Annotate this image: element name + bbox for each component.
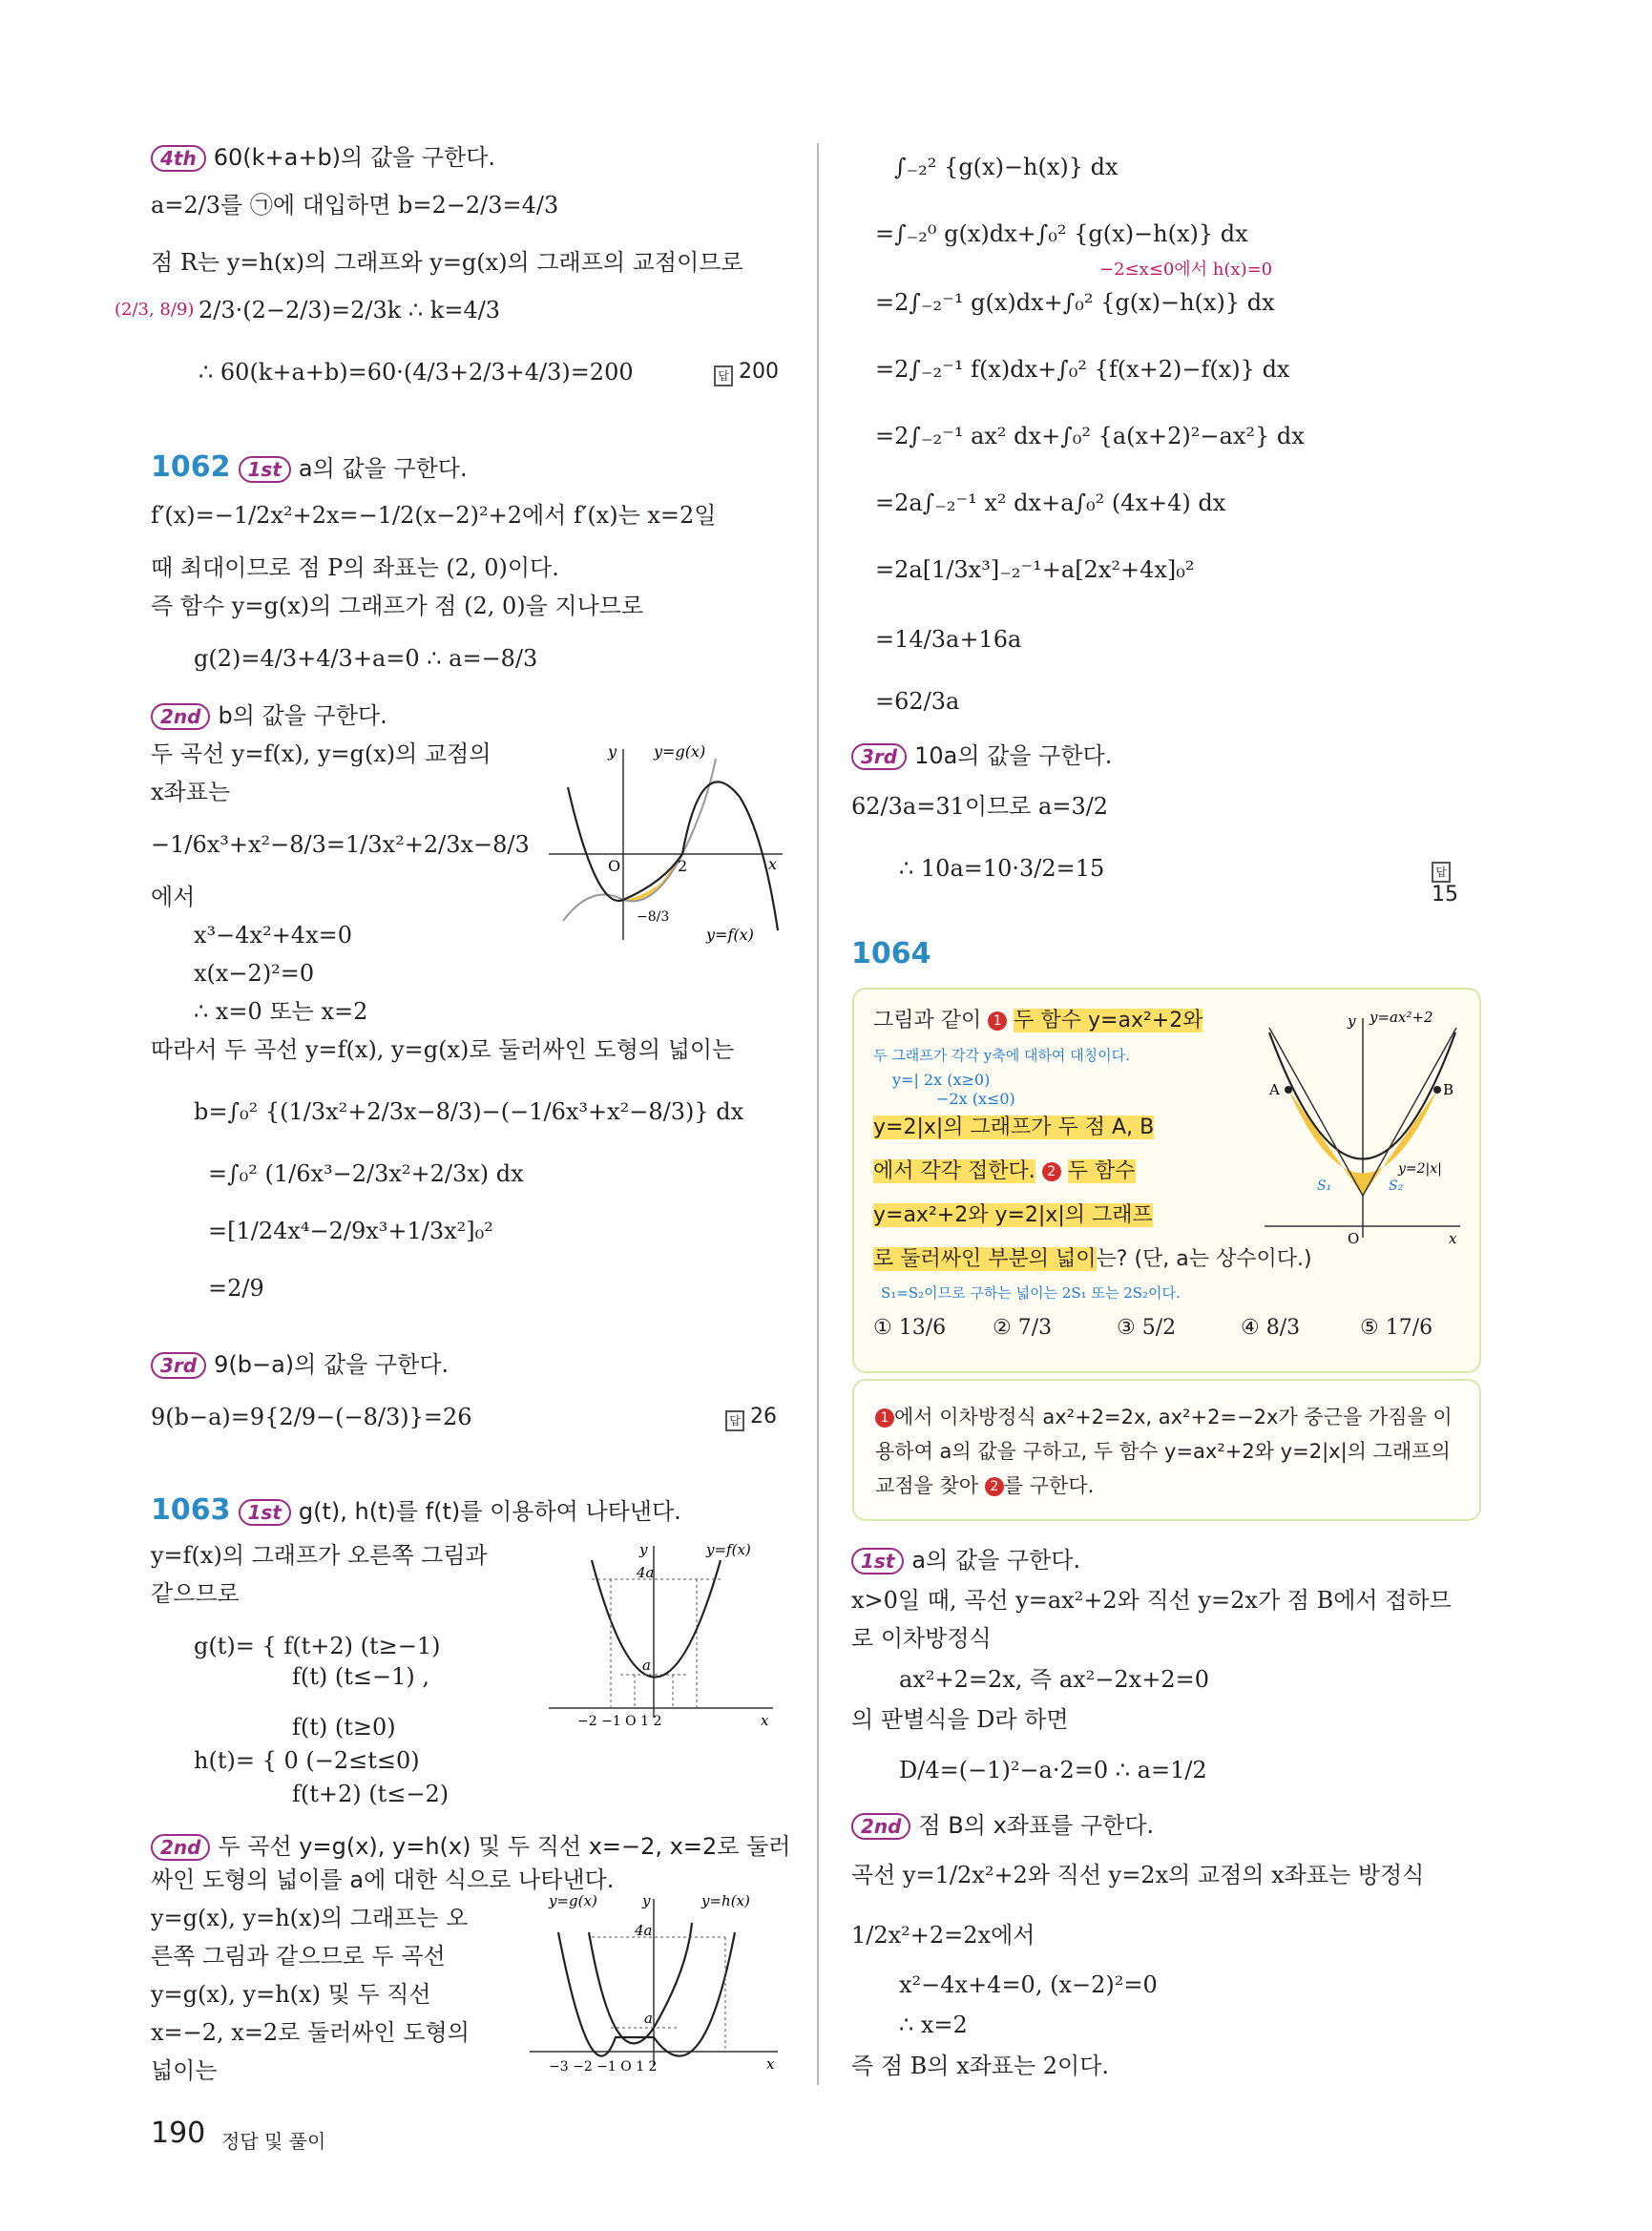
step-title: 9(b−a)의 값을 구한다. [214, 1351, 450, 1378]
step-badge: 2nd [151, 1834, 210, 1861]
curve-label: y=f(x) [706, 1541, 751, 1558]
text-line: 넓이는 [151, 2057, 218, 2084]
step-title: a의 값을 구한다. [911, 1547, 1081, 1574]
step-badge: 4th [151, 145, 206, 172]
answer-icon: 답 [1432, 862, 1451, 883]
page-number: 190 [151, 2116, 206, 2150]
step-3rd-line [851, 741, 1112, 770]
problem-number: 1064 [851, 937, 931, 970]
answer-mark: 답 26 [725, 1405, 777, 1431]
step-badge: 1st [851, 1548, 904, 1574]
step-badge: 3rd [151, 1352, 206, 1379]
graph-1063-gh [530, 1894, 783, 2085]
text-line: 두 곡선 y=f(x), y=g(x)의 교점의 [151, 740, 491, 767]
text-line: 2/3·(2−2/3)=2/3k ∴ k=4/3 [199, 297, 501, 323]
text-line: D/4=(−1)²−a·2=0 ∴ a=1/2 [899, 1757, 1207, 1783]
text-line: f′(x)=−1/2x²+2x=−1/2(x−2)²+2에서 f′(x)는 x=2일 [151, 502, 717, 529]
highlight-text: y=2|x|의 그래프가 두 점 A, B [873, 1116, 1155, 1139]
marker-2-icon: 2 [985, 1477, 1004, 1496]
step-title-cont: 싸인 도형의 넓이를 a에 대한 식으로 나타낸다. [151, 1866, 615, 1893]
problem-heading [151, 1493, 681, 1527]
choice-2[interactable]: ② 7/3 [993, 1316, 1053, 1340]
graph-1062 [549, 740, 787, 949]
card-line [873, 1201, 1153, 1230]
text-line: y=f(x)의 그래프가 오른쪽 그림과 [151, 1542, 488, 1569]
math-line: =[1/24x⁴−2/9x³+1/3x²]₀² [208, 1218, 493, 1244]
curve-h [558, 1932, 735, 2056]
text-line: x>0일 때, 곡선 y=ax²+2와 직선 y=2x가 점 B에서 접하므 [851, 1587, 1452, 1614]
text-line: a=2/3를 ㉠에 대입하면 b=2−2/3=4/3 [151, 192, 559, 219]
problem-heading [151, 450, 468, 484]
text-line: 1/2x²+2=2x에서 [851, 1922, 1035, 1949]
origin-label: O [1348, 1230, 1360, 1247]
origin-label: O [608, 857, 621, 875]
step-title: g(t), h(t)를 f(t)를 이용하여 나타낸다. [298, 1498, 681, 1525]
step-badge: 2nd [851, 1813, 910, 1840]
math-line: b=∫₀² {(1/3x²+2/3x−8/3)−(−1/6x³+x²−8/3)} dx [194, 1098, 744, 1125]
highlight-text: y=ax²+2와 y=2|x|의 그래프 [873, 1203, 1153, 1227]
text-line: 른쪽 그림과 같으므로 두 곡선 [151, 1943, 446, 1970]
math-line: =2a∫₋₂⁻¹ x² dx+a∫₀² (4x+4) dx [875, 490, 1226, 516]
card-note: y=| 2x (x≥0) [892, 1071, 991, 1089]
curve-label: y=h(x) [701, 1894, 750, 1909]
problem-number: 1063 [151, 1493, 231, 1527]
curve-label: y=ax²+2 [1370, 1009, 1433, 1026]
page-label: 정답 및 풀이 [221, 2130, 326, 2153]
step-2nd-line [151, 701, 387, 730]
hint-tail: 를 구한다. [1003, 1474, 1095, 1497]
tick-label: a [642, 1657, 651, 1674]
text-line: y=g(x), y=h(x) 및 두 직선 [151, 1981, 431, 2008]
margin-note: (2/3, 8/9) [115, 300, 195, 320]
axis-label: y [608, 742, 617, 761]
axis-label: x [766, 2055, 775, 2073]
text-line: g(2)=4/3+4/3+a=0 ∴ a=−8/3 [194, 645, 538, 672]
highlight-text: 두 함수 [1067, 1159, 1136, 1183]
math-line: =2/9 [208, 1275, 264, 1302]
text-line: ∴ x=0 또는 x=2 [194, 998, 368, 1025]
text-line: 즉 함수 y=g(x)의 그래프가 점 (2, 0)을 지나므로 [151, 593, 644, 619]
step-title: 10a의 값을 구한다. [914, 742, 1113, 769]
point-a [1285, 1086, 1292, 1094]
tick-label: a [644, 2010, 653, 2027]
text-line: 로 이차방정식 [851, 1625, 992, 1652]
text-line: 에서 [151, 884, 196, 910]
step-3rd-line [151, 1350, 449, 1379]
line-left [1269, 1028, 1363, 1196]
step-title: a의 값을 구한다. [298, 455, 468, 482]
card-note: 두 그래프가 각각 y축에 대하여 대칭이다. [873, 1047, 1130, 1064]
curve-g [589, 1923, 692, 2043]
text-line: ∴ 60(k+a+b)=60·(4/3+2/3+4/3)=200 [199, 359, 634, 386]
axis-label: x [768, 855, 778, 873]
marker-1-icon: 1 [875, 1408, 894, 1428]
step-badge: 3rd [851, 743, 907, 770]
region-label: S₁ [1317, 1178, 1332, 1194]
math-line: =2a[1/3x³]₋₂⁻¹+a[2x²+4x]₀² [875, 556, 1195, 583]
tick-label: 4a [635, 1922, 653, 1939]
text-line: x(x−2)²=0 [194, 960, 315, 987]
curve-label: y=g(x) [654, 742, 706, 761]
math-line: g(t)= { f(t+2) (t≥−1) [194, 1633, 441, 1659]
math-line: =62/3a [875, 688, 960, 715]
hint-text [875, 1400, 1457, 1503]
text-line: ax²+2=2x, 즉 ax²−2x+2=0 [899, 1666, 1209, 1693]
text-line: y=g(x), y=h(x)의 그래프는 오 [151, 1905, 469, 1931]
text-line: 의 판별식을 D라 하면 [851, 1706, 1069, 1733]
step-4th-line [151, 143, 495, 172]
math-line: f(t) (t≤−1) , [292, 1663, 429, 1690]
card-text: 는? (단, a는 상수이다.) [1096, 1247, 1312, 1271]
choice-3[interactable]: ③ 5/2 [1117, 1316, 1177, 1340]
column-divider [817, 143, 819, 2085]
tick-label: −8/3 [637, 909, 670, 925]
tick-labels: −2 −1 O 1 2 [577, 1714, 662, 1729]
hint-body: 에서 이차방정식 ax²+2=2x, ax²+2=−2x가 중근을 가짐을 이용하여 a의 값을 구하고, 두 함수 y=ax²+2와 y=2|x|의 그래프의 교점을 찾아 [875, 1406, 1453, 1497]
math-line: ∫₋₂² {g(x)−h(x)} dx [894, 154, 1119, 180]
card-note: −2x (x≤0) [936, 1090, 1015, 1108]
answer-icon: 답 [714, 365, 733, 386]
step-badge: 1st [239, 456, 291, 483]
choice-5[interactable]: ⑤ 17/6 [1360, 1316, 1433, 1340]
graph-1064 [1260, 1009, 1465, 1252]
curve-f [568, 782, 778, 930]
highlight-text: 두 함수 y=ax²+2와 [1014, 1009, 1203, 1032]
tick-label: 4a [637, 1564, 655, 1581]
choice-4[interactable]: ④ 8/3 [1241, 1316, 1301, 1340]
marker-2-icon: 2 [1042, 1162, 1061, 1181]
step-title: 60(k+a+b)의 값을 구한다. [213, 144, 496, 171]
math-line: f(t) (t≥0) [292, 1714, 396, 1741]
answer-icon: 답 [725, 1410, 744, 1431]
answer-mark: 답 200 [714, 360, 779, 386]
choice-1[interactable]: ① 13/6 [873, 1316, 947, 1340]
problem-heading [851, 937, 939, 970]
card-note: S₁=S₂이므로 구하는 넓이는 2S₁ 또는 2S₂이다. [881, 1284, 1181, 1302]
text-line: x=−2, x=2로 둘러싸인 도형의 [151, 2019, 470, 2046]
curve-label: y=2|x| [1398, 1161, 1442, 1177]
math-line: =14/3a+16a [875, 626, 1022, 653]
step-badge: 2nd [151, 703, 210, 730]
step-2nd-line [151, 1832, 790, 1861]
math-line: =∫₋₂⁰ g(x)dx+∫₀² {g(x)−h(x)} dx [875, 220, 1248, 247]
text-line: 곡선 y=1/2x²+2와 직선 y=2x의 교점의 x좌표는 방정식 [851, 1862, 1425, 1888]
margin-note: −2≤x≤0에서 h(x)=0 [1099, 260, 1273, 280]
axis-label: y [642, 1894, 651, 1909]
problem-card-1064 [852, 988, 1481, 1373]
card-line [873, 1245, 1312, 1274]
text-line: x³−4x²+4x=0 [194, 922, 352, 949]
problem-number: 1062 [151, 450, 231, 484]
highlight-text: 로 둘러싸인 부분의 넓이 [873, 1247, 1097, 1271]
text-line: 같으므로 [151, 1580, 240, 1607]
text-line: 때 최대이므로 점 P의 좌표는 (2, 0)이다. [151, 554, 559, 581]
curve-label: y=f(x) [706, 926, 754, 944]
point-label: B [1443, 1081, 1454, 1098]
step-2nd-line [851, 1811, 1154, 1840]
math-line: h(t)= { 0 (−2≤t≤0) [194, 1747, 420, 1774]
text-line: 즉 점 B의 x좌표는 2이다. [851, 2053, 1110, 2079]
text-line: 점 R는 y=h(x)의 그래프와 y=g(x)의 그래프의 교점이므로 [151, 249, 743, 276]
tick-labels: −3 −2 −1 O 1 2 [549, 2059, 658, 2075]
axis-label: y [1348, 1012, 1356, 1030]
step-title: 두 곡선 y=g(x), y=h(x) 및 두 직선 x=−2, x=2로 둘러 [218, 1833, 791, 1860]
text-line: 따라서 두 곡선 y=f(x), y=g(x)로 둘러싸인 도형의 넓이는 [151, 1036, 735, 1063]
math-line: =∫₀² (1/6x³−2/3x²+2/3x) dx [208, 1160, 524, 1187]
axis-label: x [761, 1712, 769, 1729]
highlight-text: 에서 각각 접한다. [873, 1159, 1035, 1183]
text-line: x²−4x+4=0, (x−2)²=0 [899, 1971, 1158, 1998]
card-text: 그림과 같이 [873, 1009, 982, 1032]
tick-label: 2 [678, 857, 688, 875]
text-line: 62/3a=31이므로 a=3/2 [851, 793, 1109, 820]
text-line: ∴ x=2 [899, 2012, 968, 2038]
axis-label: x [1449, 1230, 1457, 1247]
text-line: x좌표는 [151, 779, 231, 805]
step-title: b의 값을 구한다. [218, 702, 387, 729]
step-badge: 1st [239, 1499, 291, 1526]
region-label: S₂ [1389, 1178, 1404, 1194]
step-1st-line [851, 1546, 1080, 1574]
math-line: =2∫₋₂⁻¹ ax² dx+∫₀² {a(x+2)²−ax²} dx [875, 423, 1305, 449]
text-line: ∴ 10a=10·3/2=15 [899, 855, 1105, 882]
card-line [873, 1114, 1154, 1142]
card-line [873, 1157, 1136, 1186]
answer-mark: 답15 [1432, 856, 1481, 907]
graph-1063-f [549, 1541, 778, 1732]
math-line: f(t+2) (t≤−2) [292, 1781, 450, 1807]
axis-label: y [639, 1541, 648, 1558]
text-line: −1/6x³+x²−8/3=1/3x²+2/3x−8/3 [151, 831, 530, 858]
curve-label: y=g(x) [549, 1894, 597, 1909]
hint-box [852, 1379, 1481, 1521]
card-line [873, 1007, 1202, 1035]
math-line: =2∫₋₂⁻¹ g(x)dx+∫₀² {g(x)−h(x)} dx [875, 289, 1275, 316]
point-label: A [1269, 1081, 1280, 1098]
text-line: 9(b−a)=9{2/9−(−8/3)}=26 [151, 1404, 472, 1430]
marker-1-icon: 1 [988, 1011, 1007, 1031]
point-b [1433, 1086, 1441, 1094]
math-line: =2∫₋₂⁻¹ f(x)dx+∫₀² {f(x+2)−f(x)} dx [875, 356, 1290, 383]
step-title: 점 B의 x좌표를 구한다. [918, 1812, 1155, 1839]
